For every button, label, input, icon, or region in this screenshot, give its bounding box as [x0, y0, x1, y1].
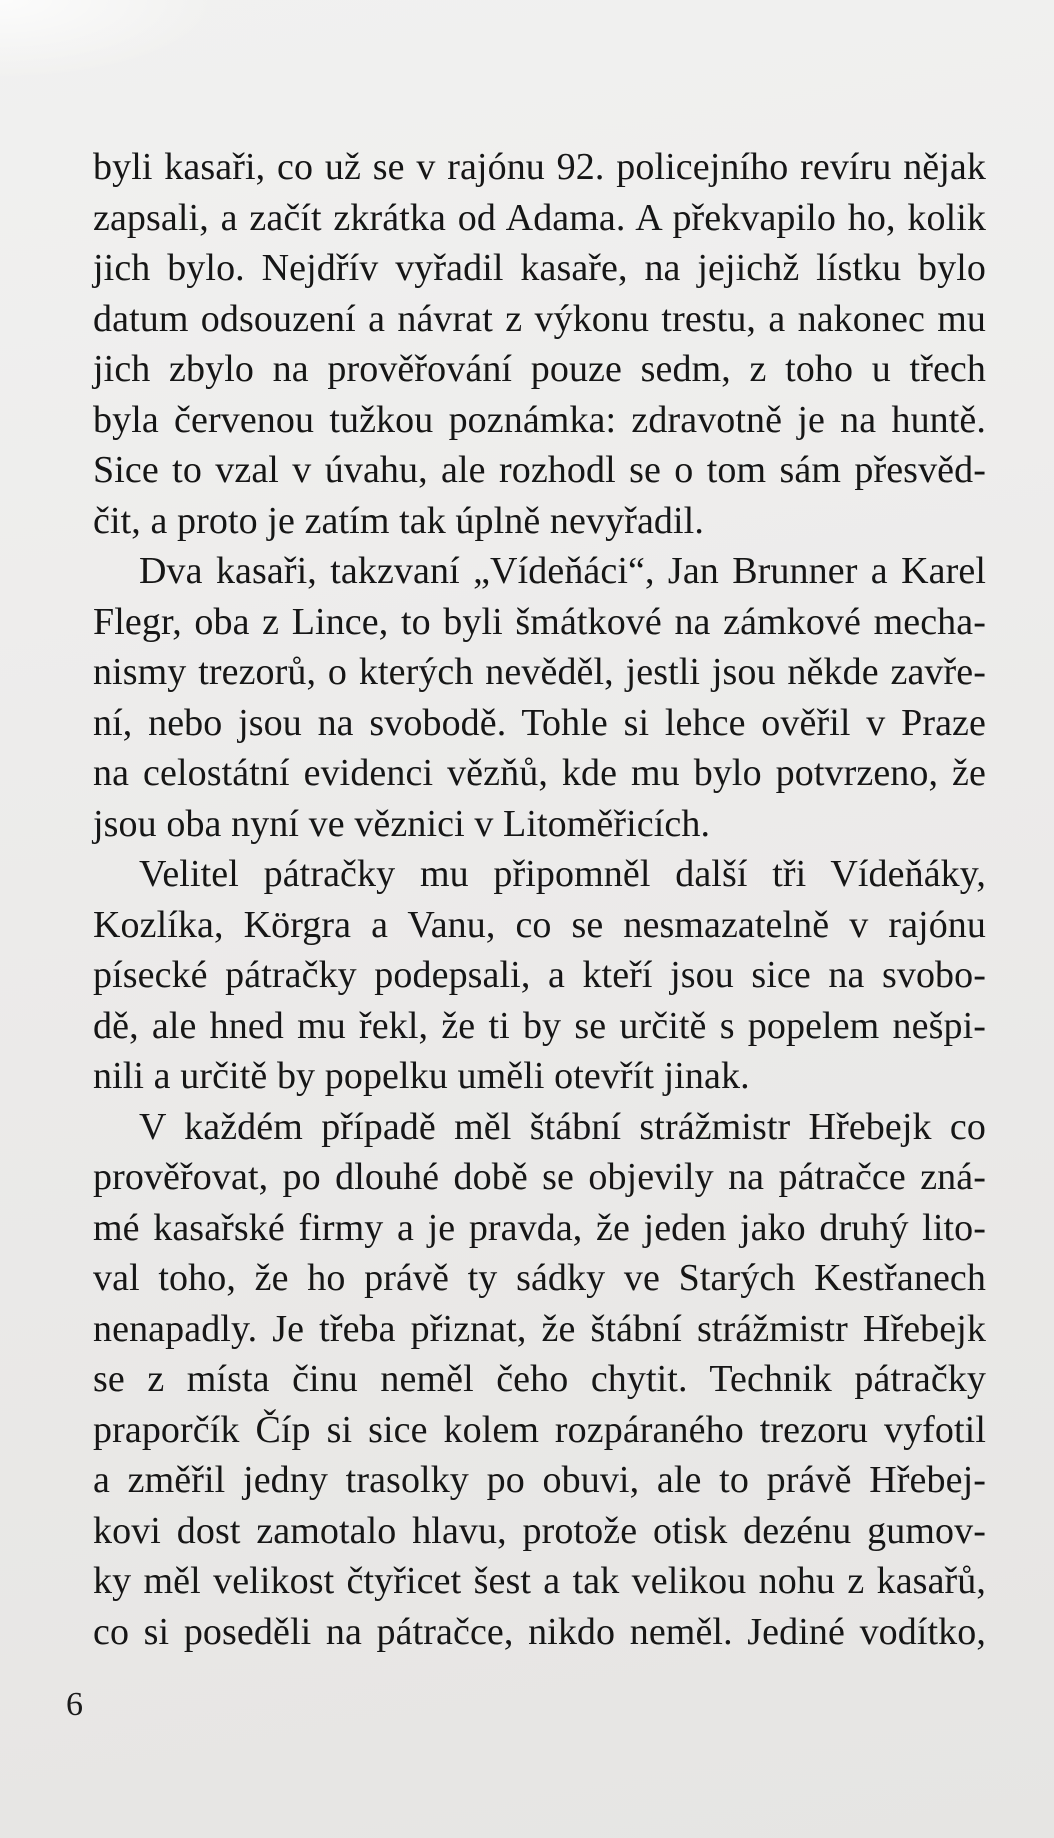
text-line: co si poseděli na pátračce, nikdo neměl. Jediné vodítko,: [93, 1610, 986, 1653]
text-line: Velitel pátračky mu připomněl další tři Vídeňáky,: [139, 853, 986, 895]
text-line: a změřil jedny trasolky po obuvi, ale to právě Hřebej-: [93, 1459, 986, 1501]
text-line: Flegr, oba z Lince, to byli šmátkové na zámkové mecha-: [93, 600, 986, 643]
page-number: 6: [66, 1686, 83, 1723]
text-line: val toho, že ho právě ty sádky ve Starých Kestřanech: [93, 1257, 986, 1299]
text-line: Sice to vzal v úvahu, ale rozhodl se o tom sám přesvěd-: [93, 449, 986, 491]
text-line: nili a určitě by popelku uměli otevřít jinak.: [93, 1055, 750, 1097]
text-line: mé kasařské firmy a je pravda, že jeden jako druhý lito-: [93, 1206, 986, 1249]
text-line: Dva kasaři, takzvaní „Vídeňáci“, Jan Brunner a Karel: [139, 550, 986, 592]
text-line: jsou oba nyní ve věznici v Litoměřicích.: [93, 802, 711, 845]
text-line: na celostátní evidenci vězňů, kde mu bylo potvrzeno, že: [93, 752, 986, 794]
text-line: prověřovat, po dlouhé době se objevily na pátračce zná-: [93, 1156, 986, 1198]
light-glare: [0, 0, 220, 80]
text-line: se z místa činu neměl čeho chytit. Technik pátračky: [93, 1358, 986, 1400]
body-text: [93, 142, 986, 1657]
text-line: nenapadly. Je třeba přiznat, že štábní strážmistr Hřebejk: [93, 1307, 986, 1350]
text-line: písecké pátračky podepsali, a kteří jsou sice na svobo-: [93, 954, 986, 996]
text-line: zapsali, a začít zkrátka od Adama. A překvapilo ho, kolik: [93, 196, 986, 239]
text-line: čit, a proto je zatím tak úplně nevyřadil.: [93, 499, 704, 542]
text-line: kovi dost zamotalo hlavu, protože otisk dezénu gumov-: [93, 1509, 986, 1552]
text-line: datum odsouzení a návrat z výkonu trestu, a nakonec mu: [93, 297, 986, 340]
text-line: V každém případě měl štábní strážmistr Hřebejk co: [139, 1105, 986, 1148]
text-line: nismy trezorů, o kterých nevěděl, jestli jsou někde zavře-: [93, 651, 986, 693]
text-line: ky měl velikost čtyřicet šest a tak velikou nohu z kasařů,: [93, 1560, 986, 1602]
text-line: ní, nebo jsou na svobodě. Tohle si lehce ověřil v Praze: [93, 701, 986, 744]
text-line: byli kasaři, co už se v rajónu 92. policejního revíru nějak: [93, 146, 986, 188]
text-line: byla červenou tužkou poznámka: zdravotně je na huntě.: [93, 398, 986, 441]
text-line: jich zbylo na prověřování pouze sedm, z toho u třech: [93, 348, 986, 390]
text-line: jich bylo. Nejdřív vyřadil kasaře, na jejichž lístku bylo: [93, 247, 986, 289]
text-line: praporčík Číp si sice kolem rozpáraného trezoru vyfotil: [93, 1408, 986, 1451]
text-line: dě, ale hned mu řekl, že ti by se určitě s popelem nešpi-: [93, 1004, 986, 1047]
text-line: Kozlíka, Körgra a Vanu, co se nesmazatelně v rajónu: [93, 903, 986, 946]
